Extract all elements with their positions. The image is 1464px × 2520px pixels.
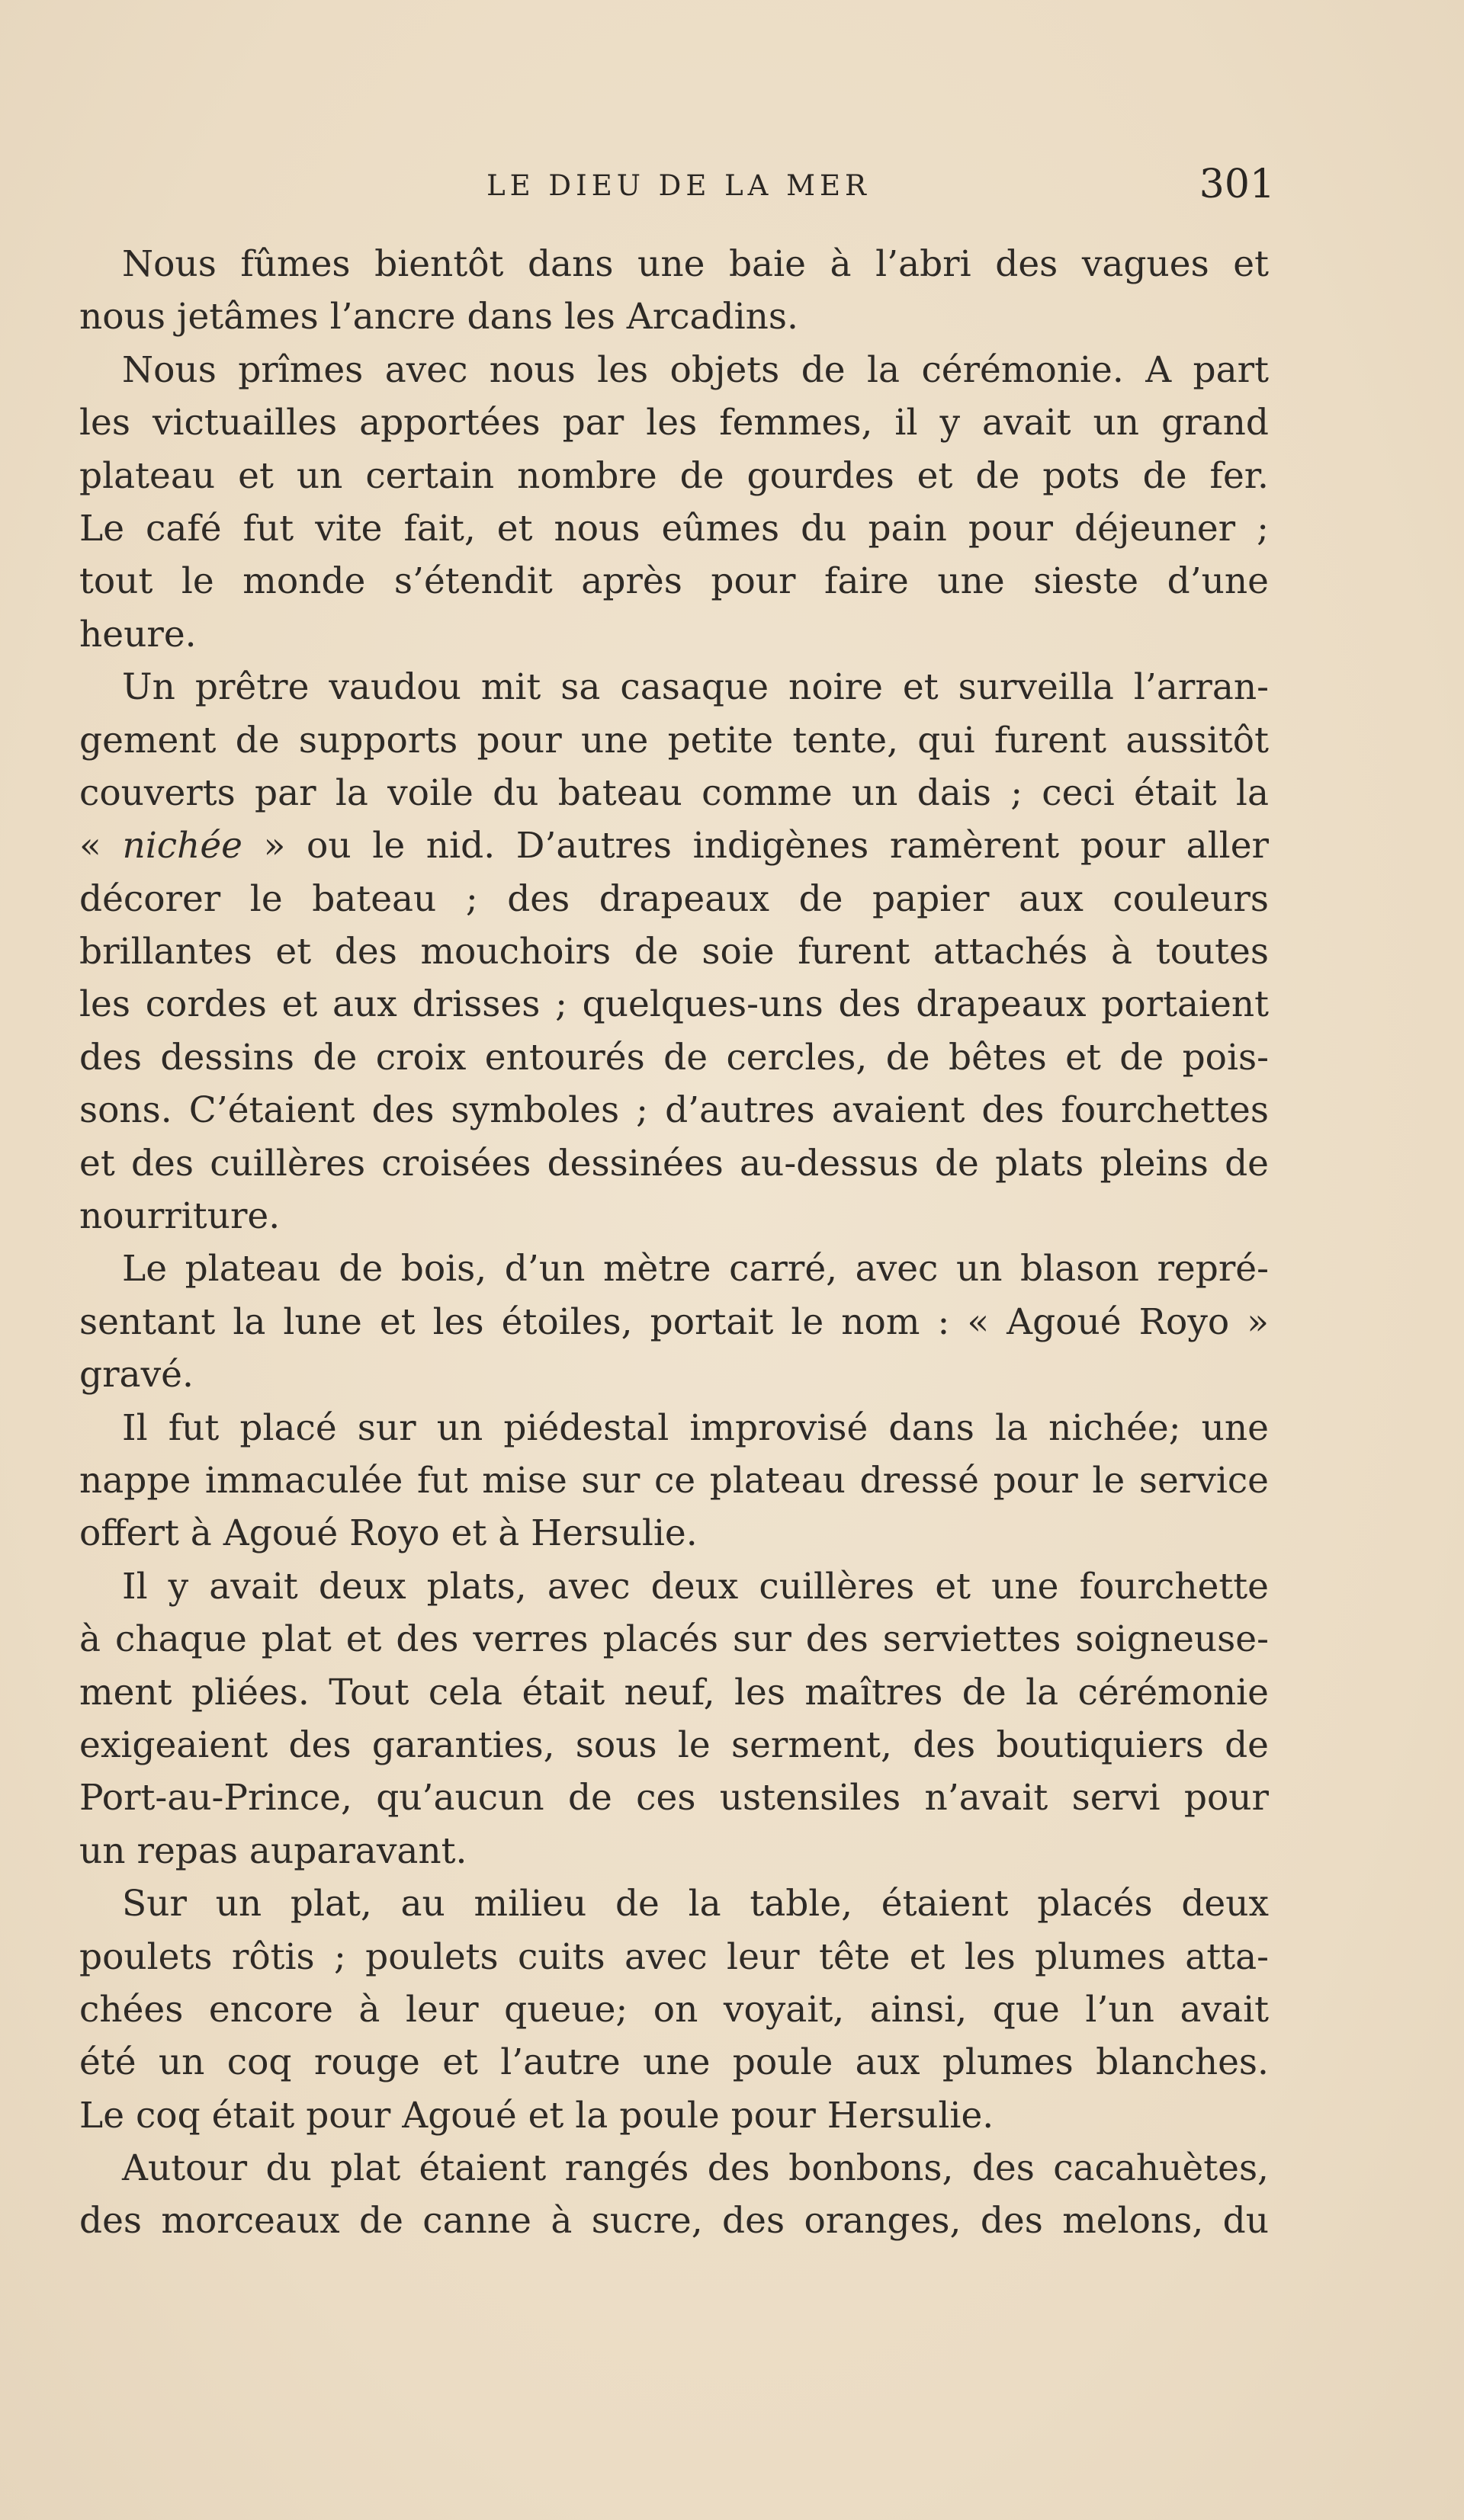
- text-line: Il fut placé sur un piédestal improvisé dans la nichée; une: [122, 1406, 1269, 1449]
- text-line: offert à Agoué Royo et à Hersulie.: [79, 1512, 698, 1555]
- line-rest: » ou le nid. D’autres indigènes ramèrent pour aller: [242, 825, 1269, 867]
- text-line: nous jetâmes l’ancre dans les Arcadins.: [79, 296, 798, 338]
- text-line: Le plateau de bois, d’un mètre carré, avec un blason repré-: [122, 1248, 1269, 1290]
- text-line: heure.: [79, 613, 197, 656]
- body-text: [79, 238, 1269, 2248]
- text-line: ment pliées. Tout cela était neuf, les maîtres de la cérémonie: [79, 1671, 1269, 1714]
- text-line: les cordes et aux drisses ; quelques-uns des drapeaux portaient: [79, 983, 1269, 1026]
- text-line: plateau et un certain nombre de gourdes et de pots de fer.: [79, 454, 1269, 497]
- text-line: Nous fûmes bientôt dans une baie à l’abri des vagues et: [122, 243, 1269, 285]
- text-line: et des cuillères croisées dessinées au-dessus de plats pleins de: [79, 1142, 1269, 1185]
- text-line: Port-au-Prince, qu’aucun de ces ustensiles n’avait servi pour: [79, 1777, 1269, 1819]
- text-line: tout le monde s’étendit après pour faire une sieste d’une: [79, 560, 1269, 603]
- text-line: chées encore à leur queue; on voyait, ainsi, que l’un avait: [79, 1988, 1269, 2031]
- text-line: à chaque plat et des verres placés sur des serviettes soigneuse-: [79, 1618, 1269, 1661]
- text-line: sentant la lune et les étoiles, portait le nom : « Agoué Royo »: [79, 1300, 1269, 1343]
- text-line: Il y avait deux plats, avec deux cuillères et une fourchette: [122, 1565, 1269, 1608]
- italic-term: nichée: [122, 825, 242, 867]
- running-head: [76, 162, 1281, 212]
- text-line: gravé.: [79, 1354, 194, 1396]
- text-line: poulets rôtis ; poulets cuits avec leur tête et les plumes atta-: [79, 1935, 1269, 1978]
- text-line: Un prêtre vaudou mit sa casaque noire et surveilla l’arran-: [122, 666, 1269, 709]
- text-line: les victuailles apportées par les femmes, il y avait un grand: [79, 402, 1269, 444]
- text-line: nappe immaculée fut mise sur ce plateau dressé pour le service: [79, 1459, 1269, 1502]
- text-line: gement de supports pour une petite tente, qui furent aussitôt: [79, 719, 1269, 761]
- text-line: Nous prîmes avec nous les objets de la cérémonie. A part: [122, 348, 1269, 391]
- text-line: décorer le bateau ; des drapeaux de papier aux couleurs: [79, 877, 1269, 920]
- text-line: exigeaient des garanties, sous le serment, des boutiquiers de: [79, 1723, 1269, 1766]
- text-line: Autour du plat étaient rangés des bonbons, des cacahuètes,: [122, 2147, 1269, 2190]
- text-line: couverts par la voile du bateau comme un dais ; ceci était la: [79, 771, 1269, 814]
- text-line: des dessins de croix entourés de cercles, de bêtes et de pois-: [79, 1036, 1269, 1079]
- text-line: Sur un plat, au milieu de la table, étaient placés deux: [122, 1883, 1269, 1925]
- line-prefix: «: [79, 825, 123, 867]
- text-line: brillantes et des mouchoirs de soie furent attachés à toutes: [79, 931, 1269, 973]
- text-line: Le café fut vite fait, et nous eûmes du pain pour déjeuner ;: [79, 507, 1269, 550]
- text-line: été un coq rouge et l’autre une poule aux plumes blanches.: [79, 2041, 1269, 2084]
- page-number: 301: [1199, 162, 1275, 207]
- text-line: [79, 819, 1269, 872]
- text-line: des morceaux de canne à sucre, des oranges, des melons, du: [79, 2200, 1269, 2243]
- running-title: LE DIEU DE LA MER: [486, 169, 871, 202]
- text-line: sons. C’étaient des symboles ; d’autres avaient des fourchettes: [79, 1089, 1269, 1132]
- text-line: nourriture.: [79, 1195, 281, 1238]
- text-line: Le coq était pour Agoué et la poule pour Hersulie.: [79, 2094, 994, 2137]
- text-line: un repas auparavant.: [79, 1829, 467, 1872]
